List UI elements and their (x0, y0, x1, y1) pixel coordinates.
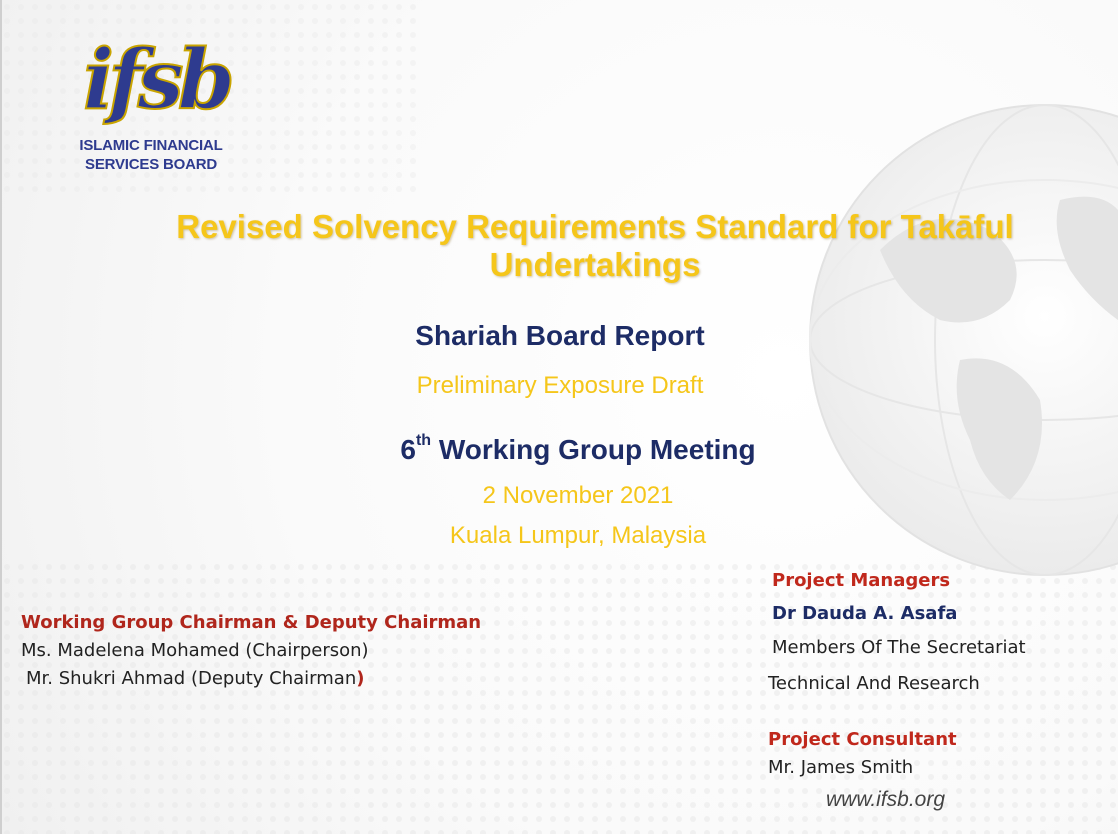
chairperson: Ms. Madelena Mohamed (Chairperson) (21, 640, 369, 661)
meeting-name: Working Group Meeting (438, 434, 756, 465)
slide-title (80, 208, 1110, 284)
meeting-date: 2 November 2021 (482, 482, 674, 509)
meeting-heading (218, 434, 938, 466)
working-group-block (21, 609, 481, 693)
meeting-number: 6 (400, 434, 416, 465)
consultant-name: Mr. James Smith (768, 757, 914, 778)
logo-line-1: ISLAMIC FINANCIAL (79, 137, 223, 154)
svg-text:ifsb: ifsb (83, 32, 229, 128)
project-manager-name: Dr Dauda A. Asafa (772, 603, 958, 624)
draft-label: Preliminary Exposure Draft (416, 372, 704, 399)
logo-wordmark (62, 136, 240, 174)
project-managers-heading: Project Managers (772, 570, 951, 591)
project-consultant-heading: Project Consultant (768, 729, 957, 750)
left-border (0, 0, 2, 834)
meeting-location: Kuala Lumpur, Malaysia (449, 522, 707, 549)
website-url: www.ifsb.org (826, 788, 946, 811)
deputy-close-paren: ) (356, 668, 365, 689)
title-line-2: Undertakings (489, 246, 701, 283)
working-group-heading: Working Group Chairman & Deputy Chairman (21, 612, 482, 633)
title-line-1: Revised Solvency Requirements Standard for Takāful (176, 208, 1014, 245)
department-label: Technical And Research (768, 673, 980, 694)
deputy-chairman-text: Mr. Shukri Ahmad (Deputy Chairman (26, 668, 357, 689)
logo-line-2: SERVICES BOARD (85, 156, 217, 173)
meeting-ordinal: th (415, 432, 432, 449)
secretariat-members: Members Of The Secretariat (772, 637, 1026, 658)
deputy-chairman (21, 665, 481, 693)
ifsb-logo-icon (83, 24, 229, 128)
report-heading: Shariah Board Report (415, 320, 705, 351)
